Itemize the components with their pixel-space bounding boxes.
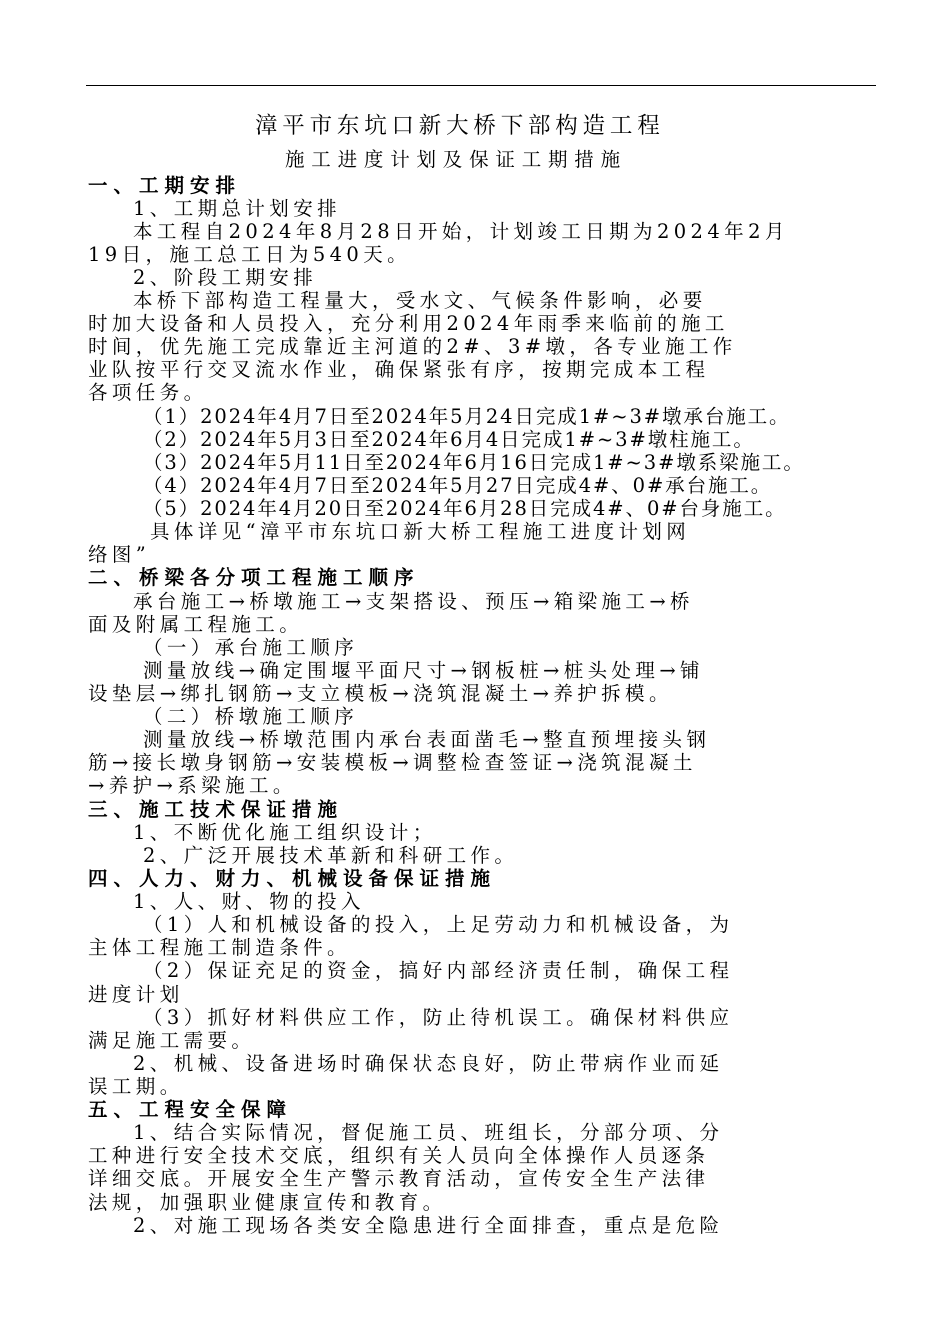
list-item: 1、不断优化施工组织设计； [133,821,437,844]
paragraph-line: 2、机械、设备进场时确保状态良好，防止带病作业而延 [133,1052,724,1075]
paragraph-line: 1、结合实际情况，督促施工员、班组长，分部分项、分 [133,1121,724,1144]
section-heading: 二、桥梁各分项工程施工顺序 [88,566,420,589]
list-item: （3）2024年5月11日至2024年6月16日完成1#~3#墩系梁施工。 [143,451,805,474]
section-heading: 四、人力、财力、机械设备保证措施 [88,867,497,890]
document-title: 漳平市东坑口新大桥下部构造工程 [255,113,665,139]
list-item: （2）2024年5月3日至2024年6月4日完成1#~3#墩柱施工。 [143,428,755,451]
paragraph-line: （1）人和机械设备的投入，上足劳动力和机械设备，为 [143,913,734,936]
paragraph-line: 满足施工需要。 [88,1029,256,1052]
paragraph-line: 本桥下部构造工程量大，受水文、气候条件影响，必要 [133,289,707,312]
header-rule [86,85,876,86]
paragraph-line: 主体工程施工制造条件。 [88,936,351,959]
paragraph-line: 设垫层→绑扎钢筋→支立模板→浇筑混凝土→养护拆模。 [88,682,673,705]
paragraph-line: 本工程自2024年8月28日开始，计划竣工日期为2024年2月 [133,220,789,243]
paragraph-line: 筋→接长墩身钢筋→安装模板→调整检查签证→浇筑混凝土 [88,751,697,774]
paragraph-line: 详细交底。开展安全生产警示教育活动，宣传安全生产法律 [88,1167,710,1190]
paragraph-line: 误工期。 [88,1075,184,1098]
paragraph-line: →养护→系梁施工。 [88,774,297,797]
paragraph-line: 进度计划 [88,983,184,1006]
paragraph-line: 具体详见“漳平市东坑口新大桥工程施工进度计划网 [150,520,691,543]
paragraph-line: （2）保证充足的资金，搞好内部经济责任制，确保工程 [143,959,734,982]
paragraph-line: 测量放线→桥墩范围内承台表面凿毛→整直预埋接头钢 [143,728,711,751]
paragraph-line: 法规，加强职业健康宣传和教育。 [88,1191,447,1214]
paragraph-line: 面及附属工程施工。 [88,613,304,636]
list-item: 2、广泛开展技术革新和科研工作。 [143,844,519,867]
list-item: （1）2024年4月7日至2024年5月24日完成1#~3#墩承台施工。 [143,405,791,428]
list-item: （5）2024年4月20日至2024年6月28日完成4#、0#台身施工。 [143,497,787,520]
paragraph-line: （3）抓好材料供应工作，防止待机误工。确保材料供应 [143,1006,734,1029]
paragraph-line: 测量放线→确定围堰平面尺寸→钢板桩→桩头处理→铺 [143,659,704,682]
list-item: （4）2024年4月7日至2024年5月27日完成4#、0#承台施工。 [143,474,773,497]
paragraph-line: 19日，施工总工日为540天。 [88,243,412,266]
paragraph-line: 承台施工→桥墩施工→支架搭设、预压→箱梁施工→桥 [133,590,694,613]
subsection-heading: 1、工期总计划安排 [133,197,342,220]
section-heading: 三、施工技术保证措施 [88,798,344,821]
section-heading: 五、工程安全保障 [88,1098,293,1121]
subsection-heading: （一）承台施工顺序 [143,636,359,659]
paragraph-line: 各项任务。 [88,381,208,404]
paragraph-line: 时加大设备和人员投入，充分利用2024年雨季来临前的施工 [88,312,729,335]
paragraph-line: 业队按平行交叉流水作业，确保紧张有序，按期完成本工程 [88,358,710,381]
paragraph-line: 工种进行安全技术交底，组织有关人员向全体操作人员逐条 [88,1144,710,1167]
subsection-heading: 2、阶段工期安排 [133,266,318,289]
document-subtitle: 施工进度计划及保证工期措施 [285,148,627,171]
subsection-heading: 1、人、财、物的投入 [133,890,365,913]
paragraph-line: 2、对施工现场各类安全隐患进行全面排查，重点是危险 [133,1214,724,1237]
subsection-heading: （二）桥墩施工顺序 [143,705,359,728]
paragraph-line: 络图” [88,543,151,566]
section-heading: 一、工期安排 [88,174,242,197]
paragraph-line: 时间，优先施工完成靠近主河道的2#、3#墩，各专业施工作 [88,335,737,358]
